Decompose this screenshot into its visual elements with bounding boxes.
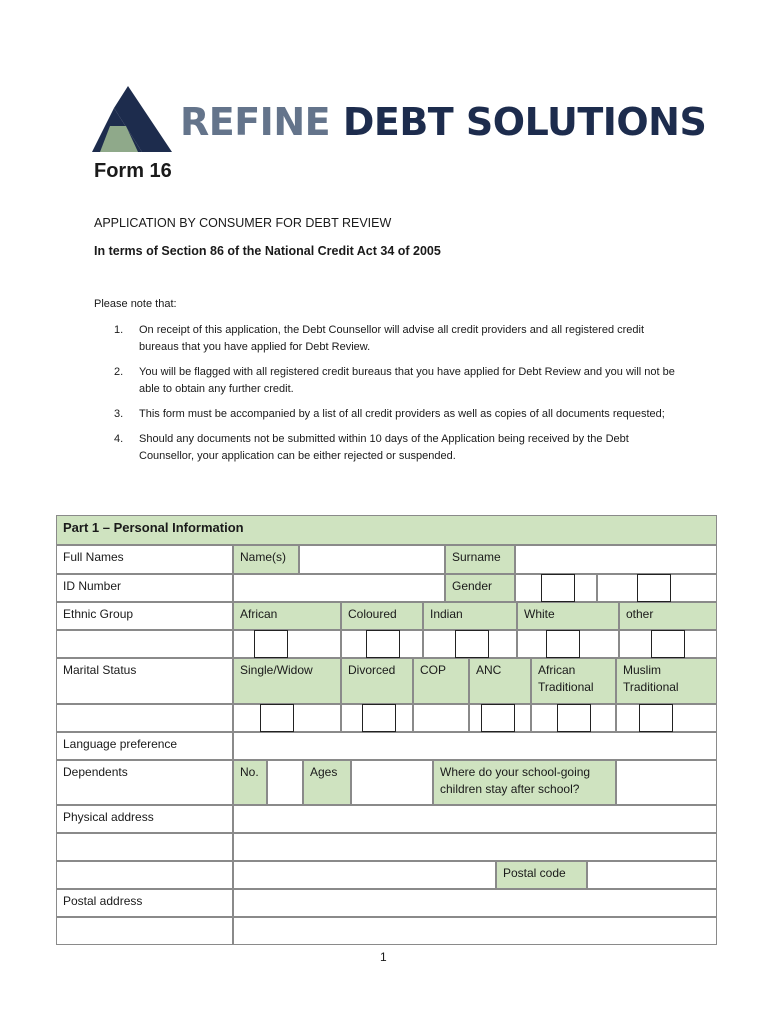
marital-cop: COP <box>413 658 469 704</box>
ethnic-checkbox-row-label <box>56 630 233 658</box>
list-item: 4. Should any documents not be submitted within 10 days of the Application being received by the Debt Counsellor, your application can be either rejected or suspended. <box>114 433 629 462</box>
postal-address-label: Postal address <box>56 889 233 917</box>
language-preference-label: Language preference <box>56 732 233 760</box>
names-input[interactable] <box>299 545 445 574</box>
marital-checkbox-row-label <box>56 704 233 732</box>
id-number-input[interactable] <box>233 574 445 602</box>
list-item: 3. This form must be accompanied by a list of all credit providers as well as copies of all documents requested; <box>114 408 665 420</box>
note-intro: Please note that: <box>94 298 177 310</box>
physical-address-label: Physical address <box>56 805 233 833</box>
ethnic-coloured: Coloured <box>341 602 423 630</box>
ethnic-indian: Indian <box>423 602 517 630</box>
white-checkbox[interactable] <box>546 630 580 658</box>
postal-address-input-1[interactable] <box>233 889 717 917</box>
dependents-ages-input[interactable] <box>351 760 433 805</box>
indian-checkbox[interactable] <box>455 630 489 658</box>
language-preference-input[interactable] <box>233 732 717 760</box>
dependents-label: Dependents <box>56 760 233 805</box>
african-checkbox[interactable] <box>254 630 288 658</box>
physical-address-input-2[interactable] <box>233 833 717 861</box>
application-heading: APPLICATION BY CONSUMER FOR DEBT REVIEW <box>94 216 392 230</box>
marital-muslim-traditional: Muslim Traditional <box>616 658 717 704</box>
page-number: 1 <box>380 950 387 964</box>
school-children-input[interactable] <box>616 760 717 805</box>
id-number-label: ID Number <box>56 574 233 602</box>
marital-cell <box>413 704 469 732</box>
anc-checkbox[interactable] <box>481 704 515 732</box>
dependents-no-input[interactable] <box>267 760 303 805</box>
marital-african-traditional: African Traditional <box>531 658 616 704</box>
african-traditional-checkbox[interactable] <box>557 704 591 732</box>
gender-label: Gender <box>445 574 515 602</box>
marital-divorced: Divorced <box>341 658 413 704</box>
postal-code-input[interactable] <box>587 861 717 889</box>
list-item: 2. You will be flagged with all registered credit bureaus that you have applied for Debt Review and you will not be able to obtain any further credit. <box>114 366 675 395</box>
names-label: Name(s) <box>233 545 299 574</box>
list-item: 1. On receipt of this application, the Debt Counsellor will advise all credit providers and all registered credit bureaus that you have applied for Debt Review. <box>114 324 645 353</box>
form-title: Form 16 <box>94 160 172 182</box>
marital-single-widow: Single/Widow <box>233 658 341 704</box>
act-subheading: In terms of Section 86 of the National Credit Act 34 of 2005 <box>94 244 441 258</box>
marital-status-label: Marital Status <box>56 658 233 704</box>
dependents-no-label: No. <box>233 760 267 805</box>
single-widow-checkbox[interactable] <box>260 704 294 732</box>
marital-anc: ANC <box>469 658 531 704</box>
physical-address-input-1[interactable] <box>233 805 717 833</box>
physical-address-row-2 <box>56 833 233 861</box>
physical-address-input-3[interactable] <box>233 861 496 889</box>
postal-address-row-2 <box>56 917 233 945</box>
full-names-label: Full Names <box>56 545 233 574</box>
postal-code-label: Postal code <box>496 861 587 889</box>
muslim-traditional-checkbox[interactable] <box>639 704 673 732</box>
postal-address-input-2[interactable] <box>233 917 717 945</box>
school-children-label: Where do your school-going children stay after school? <box>433 760 616 805</box>
ethnic-white: White <box>517 602 619 630</box>
divorced-checkbox[interactable] <box>362 704 396 732</box>
dependents-ages-label: Ages <box>303 760 351 805</box>
part1-header: Part 1 – Personal Information <box>56 515 717 545</box>
ethnic-other: other <box>619 602 717 630</box>
ethnic-african: African <box>233 602 341 630</box>
gender-checkbox-2[interactable] <box>637 574 671 602</box>
logo-word-refine: REFINE <box>180 100 331 144</box>
gender-checkbox-1[interactable] <box>541 574 575 602</box>
surname-label: Surname <box>445 545 515 574</box>
logo-word-debt-solutions: DEBT SOLUTIONS <box>342 100 707 144</box>
physical-address-row-3 <box>56 861 233 889</box>
ethnic-group-label: Ethnic Group <box>56 602 233 630</box>
coloured-checkbox[interactable] <box>366 630 400 658</box>
other-checkbox[interactable] <box>651 630 685 658</box>
surname-input[interactable] <box>515 545 717 574</box>
